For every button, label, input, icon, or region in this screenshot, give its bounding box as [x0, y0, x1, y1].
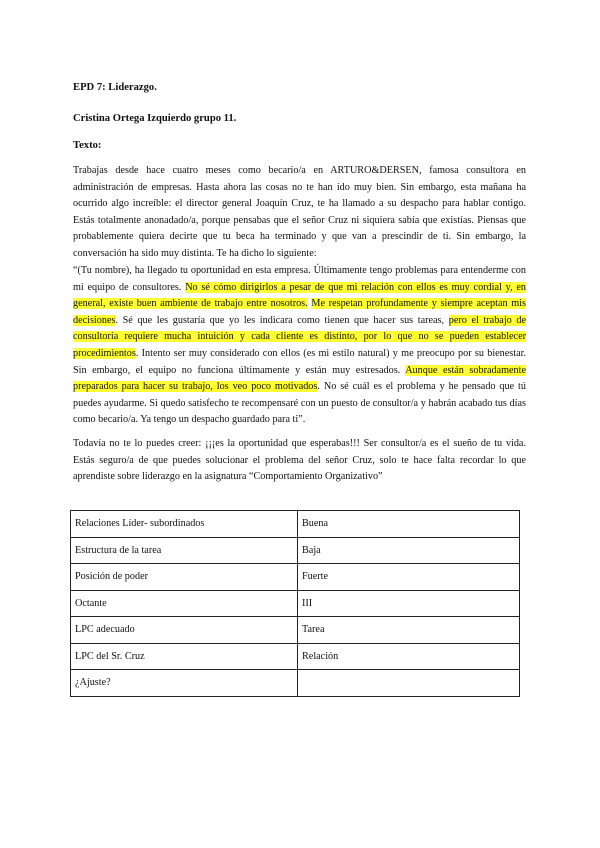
table-label-cell: LPC del Sr. Cruz [71, 643, 298, 670]
highlighted-text: Me respetan profundamente y siempre aceptan mis decisiones [73, 298, 527, 326]
quote-text: “(Tu nombre), ha llegado tu oportunidad en esta empresa. Últimamente tengo problemas para entenderme con mi equipo de consultores. [73, 265, 526, 293]
table-row [71, 511, 520, 538]
table-value-cell: Buena [298, 511, 520, 538]
table-label-cell: Posición de poder [71, 564, 298, 591]
table-row [71, 590, 520, 617]
quote-text: . No sé cuál es el problema y he pensado que tú puedes ayudarme. Si quedo satisfecho te recompensaré con un puesto de consultor/a y habrán acabado tus días como becario/a. Ya tengo un despacho guardado para ti”. [73, 381, 526, 426]
highlighted-text: pero el trabajo de consultoría requiere mucha intuición y cada cliente es distinto, por lo que no se pueden establecer procedimientos [73, 314, 526, 359]
table-value-cell: Tarea [298, 617, 520, 644]
table-label-cell: LPC adecuado [71, 617, 298, 644]
table-row [71, 564, 520, 591]
table-label-cell: Estructura de la tarea [71, 537, 298, 564]
table-row [71, 643, 520, 670]
document-title: EPD 7: Liderazgo. [73, 82, 157, 93]
table-row [71, 537, 520, 564]
table-value-cell: Fuerte [298, 564, 520, 591]
intro-paragraph: Trabajas desde hace cuatro meses como becario/a en ARTURO&DERSEN, famosa consultora en administración de empresas. Hasta ahora las cosas no te han ido muy bien. Sin embargo, esta mañana ha ocurrido algo increíble: el director general Joaquín Cruz, te ha llamado a su despacho para hablar contigo. Estás totalmente anonadado/a, porque pensabas que el señor Cruz ni siquiera sabía que existías. Piensas que probablemente quiera decirte que tu beca ha terminado y que van a prescindir de ti. Sin embargo, la conversación ha sido muy distinta. Te ha dicho lo siguiente: [73, 165, 526, 259]
table-row [71, 670, 520, 697]
table-value-cell: Relación [298, 643, 520, 670]
highlighted-text: No sé cómo dirigirlos a pesar de que mi relación con ellos es muy cordial y, en general, existe buen ambiente de trabajo entre nosotros. [73, 281, 526, 310]
table-label-cell: ¿Ajuste? [71, 670, 298, 697]
closing-paragraph: Todavía no te lo puedes creer: ¡¡¡es la oportunidad que esperabas!!! Ser consultor/a es el sueño de tu vida. Estás seguro/a de que puedes solucionar el problema del señor Cruz, solo te hace falta recordar lo que aprendiste sobre liderazgo en la asignatura “Comportamiento Organizativo” [73, 438, 526, 483]
quote-paragraph [73, 263, 526, 429]
quote-text: . Sé que les gustaría que yo les indicara como tienen que hacer sus tareas, [115, 314, 449, 326]
quote-text: . Intento ser muy considerado con ellos (es mi estilo natural) y me preocupo por su bienestar. Sin embargo, el equipo no funciona últimamente y están muy estresados. [73, 347, 526, 376]
highlighted-text: Aunque están sobradamente preparados para hacer su trabajo, los veo poco motivados [73, 364, 526, 393]
leadership-table [70, 510, 520, 697]
author-line: Cristina Ortega Izquierdo grupo 11. [73, 113, 237, 124]
table-label-cell: Octante [71, 590, 298, 617]
table-value-cell: III [298, 590, 520, 617]
table-value-cell [298, 670, 520, 697]
table-value-cell: Baja [298, 537, 520, 564]
table-row [71, 617, 520, 644]
texto-label: Texto: [73, 140, 102, 151]
table-label-cell: Relaciones Líder- subordinados [71, 511, 298, 538]
